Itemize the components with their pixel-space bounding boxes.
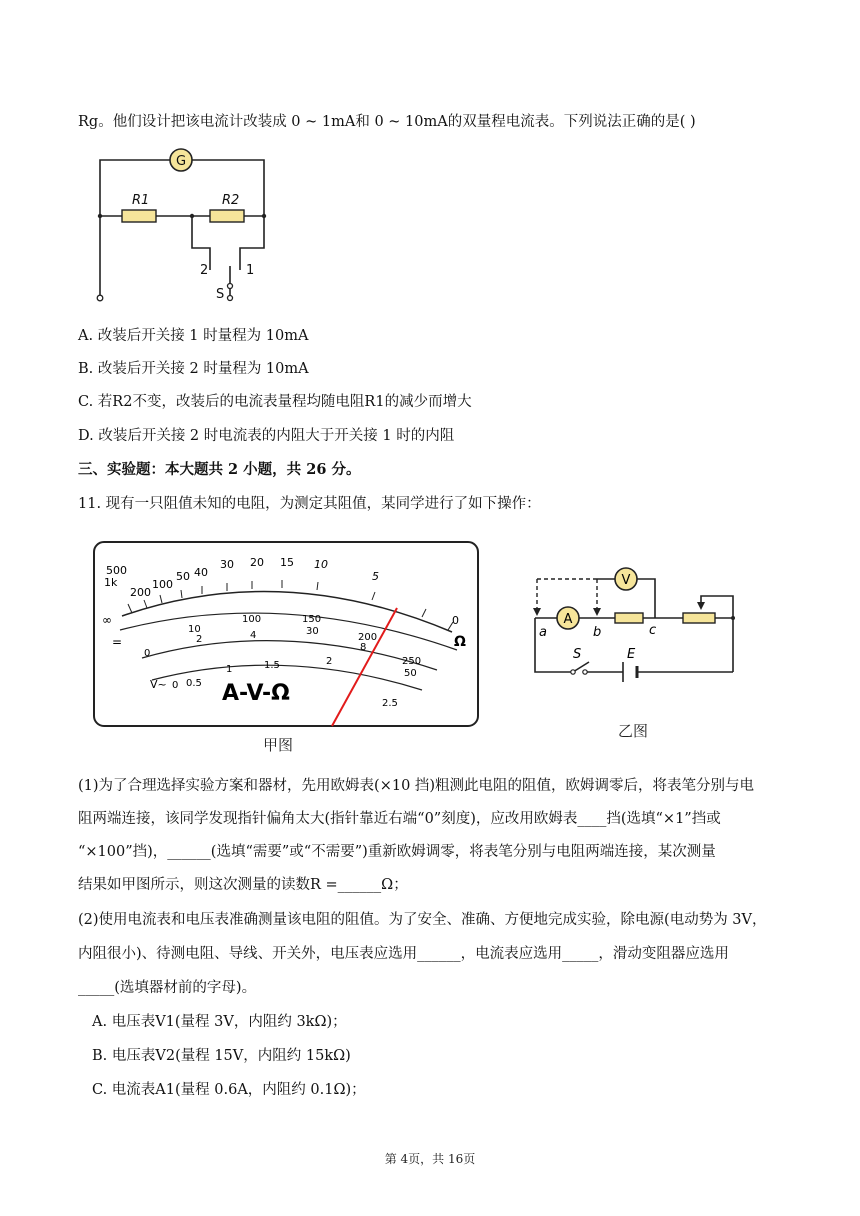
q11-stem: 11. 现有一只阻值未知的电阻，为测定其阻值，某同学进行了如下操作： (78, 496, 541, 512)
svg-text:0: 0 (452, 614, 459, 627)
resistor-r2 (210, 210, 244, 222)
svg-text:20: 20 (250, 556, 264, 569)
equipment-a: A. 电压表V1(量程 3V，内阻约 3kΩ)； (92, 1014, 347, 1030)
svg-text:10: 10 (314, 558, 328, 571)
svg-text:4: 4 (250, 630, 257, 641)
svg-text:∞: ∞ (102, 613, 112, 627)
label-switch-s2: S (573, 647, 582, 662)
q10-option-b: B. 改装后开关接 2 时量程为 10mA (78, 361, 309, 377)
svg-text:A: A (563, 612, 573, 627)
label-r2: R2 (222, 193, 240, 208)
svg-text:10: 10 (188, 624, 201, 635)
meter-brand: A-V-Ω (222, 681, 290, 706)
svg-text:0: 0 (172, 680, 179, 691)
svg-text:5: 5 (372, 570, 379, 583)
svg-text:250: 250 (402, 656, 422, 667)
svg-text:200: 200 (358, 632, 378, 643)
svg-text:50: 50 (176, 570, 190, 583)
label-switch-s: S (216, 287, 225, 302)
q10-option-d: D. 改装后开关接 2 时电流表的内阻大于开关接 1 时的内阻 (78, 428, 455, 444)
svg-text:G: G (175, 154, 187, 169)
q11-part1-line4: 结果如甲图所示，则这次测量的读数R =______Ω； (78, 877, 408, 893)
q11-part1-line2: 阻两端连接，该同学发现指针偏角太大(指针靠近右端“0”刻度)，应改用欧姆表____挡(选填“×1”挡或 (78, 811, 721, 827)
node-b: b (593, 625, 602, 640)
q11-part1-line3: “×100”挡)，______(选填“需要”或“不需要”)重新欧姆调零，将表笔分别与电阻两端连接，某次测量 (78, 844, 716, 860)
caption-jia: 甲图 (263, 736, 294, 754)
svg-text:2: 2 (326, 656, 333, 667)
resistor-r1 (122, 210, 156, 222)
q10-circuit-diagram (90, 148, 280, 308)
node-a: a (539, 625, 547, 640)
svg-text:0: 0 (144, 648, 151, 659)
svg-text:V: V (621, 573, 631, 588)
galvanometer-g (170, 149, 192, 171)
label-pos2: 2 (200, 263, 209, 278)
svg-text:1.5: 1.5 (264, 660, 280, 671)
q11-part2-line3: _____(选填器材前的字母)。 (78, 980, 257, 996)
svg-text:15: 15 (280, 556, 294, 569)
page-footer: 第 4页，共 16页 (384, 1152, 476, 1166)
q11-part1-line1: (1)为了合理选择实验方案和器材，先用欧姆表(×10 挡)粗测此电阻的阻值，欧姆调零后，将表笔分别与电 (78, 778, 755, 794)
svg-text:1k: 1k (104, 576, 118, 589)
label-emf-e: E (627, 647, 636, 662)
equipment-b: B. 电压表V2(量程 15V，内阻约 15kΩ) (92, 1048, 351, 1064)
svg-text:150: 150 (302, 614, 322, 625)
svg-text:100: 100 (242, 614, 262, 625)
svg-text:200: 200 (130, 586, 151, 599)
svg-text:=: = (112, 635, 123, 649)
test-resistor (615, 613, 643, 623)
svg-text:0.5: 0.5 (186, 678, 202, 689)
svg-text:1: 1 (226, 664, 233, 675)
multimeter-dial (92, 540, 482, 730)
ammeter-a (557, 607, 579, 629)
q11-part2-line1: (2)使用电流表和电压表准确测量该电阻的阻值。为了安全、准确、方便地完成实验，除电源(电动势为 3V， (78, 912, 767, 928)
svg-text:8: 8 (360, 642, 367, 653)
rheostat (683, 613, 715, 623)
voltmeter-v (615, 568, 637, 590)
section-3-heading: 三、实验题：本大题共 2 小题，共 26 分。 (78, 461, 361, 478)
svg-text:V~: V~ (150, 678, 167, 691)
q10-option-a: A. 改装后开关接 1 时量程为 10mA (78, 328, 309, 344)
svg-text:100: 100 (152, 578, 173, 591)
svg-text:30: 30 (306, 626, 319, 637)
svg-text:2: 2 (196, 634, 203, 645)
measurement-circuit-diagram (525, 562, 745, 682)
svg-text:50: 50 (404, 668, 417, 679)
svg-text:40: 40 (194, 566, 208, 579)
svg-text:2.5: 2.5 (382, 698, 398, 709)
q10-stem: Rg。他们设计把该电流计改装成 0 ~ 1mA和 0 ~ 10mA的双量程电流表。下列说法正确的是( ) (78, 114, 696, 130)
svg-text:30: 30 (220, 558, 234, 571)
label-pos1: 1 (246, 263, 255, 278)
node-c: c (649, 623, 657, 638)
caption-yi: 乙图 (618, 722, 649, 740)
svg-text:500: 500 (106, 564, 127, 577)
label-r1: R1 (132, 193, 150, 208)
equipment-c: C. 电流表A1(量程 0.6A，内阻约 0.1Ω)； (92, 1082, 366, 1098)
q10-option-c: C. 若R2不变，改装后的电流表量程均随电阻R1的减少而增大 (78, 394, 472, 410)
q11-part2-line2: 内阻很小)、待测电阻、导线、开关外，电压表应选用______，电流表应选用_____，滑动变阻器应选用 (78, 946, 729, 962)
omega-symbol: Ω (454, 634, 466, 650)
